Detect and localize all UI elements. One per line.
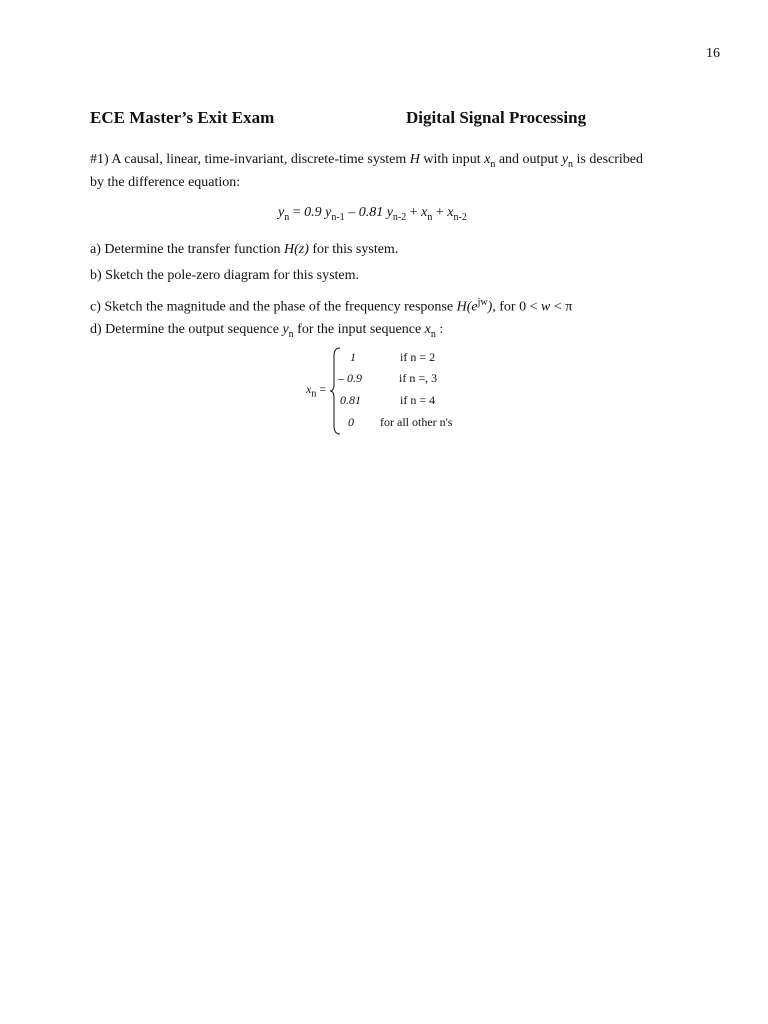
system-symbol: H (409, 152, 420, 167)
left-brace-icon (330, 346, 342, 436)
eq-term: y (325, 205, 332, 220)
case-value: 1 (350, 350, 356, 364)
output-subscript: n (288, 328, 294, 340)
eq-subscript: n-2 (392, 211, 407, 223)
page-number: 16 (706, 46, 720, 61)
eq-term: y (278, 205, 285, 220)
question-text: d) Determine the output sequence (90, 322, 283, 337)
eq-term: x (421, 205, 428, 220)
input-symbol: x (484, 152, 491, 167)
piecewise-lhs (306, 382, 326, 399)
difference-equation (278, 205, 467, 223)
eq-operator: = (289, 205, 305, 220)
omega-symbol: w (541, 299, 551, 315)
eq-operator: + (406, 205, 422, 220)
question-a (90, 241, 398, 259)
case-condition: if n = 4 (400, 393, 436, 407)
intro-text: with input (419, 152, 485, 167)
case-value: 0 (348, 415, 354, 429)
frequency-response-symbol: H(e (456, 299, 478, 315)
case-condition: for all other n's (380, 415, 453, 429)
output-symbol: y (282, 322, 289, 337)
question-text: for this system. (308, 242, 399, 257)
input-subscript: n (430, 328, 436, 340)
question-c (90, 294, 572, 317)
input-subscript: n (490, 158, 496, 170)
case-value: – 0.9 (338, 371, 362, 385)
output-subscript: n (568, 158, 574, 170)
question-text: < π (550, 299, 573, 315)
eq-term: x (447, 205, 454, 220)
transfer-function-symbol: H(z) (283, 242, 309, 257)
question-text: c) Sketch the magnitude and the phase of the frequency response (90, 299, 457, 315)
exam-title: ECE Master’s Exit Exam (90, 108, 275, 127)
subject-title: Digital Signal Processing (406, 108, 587, 127)
input-symbol: x (424, 322, 431, 337)
eq-coefficient: 0.9 (304, 205, 326, 220)
frequency-response-exponent: jw (477, 297, 488, 308)
frequency-response-close: ), (487, 299, 496, 315)
eq-term: y (386, 205, 393, 220)
question-text: for 0 < (495, 299, 541, 315)
input-symbol: x (306, 382, 312, 396)
intro-text: #1) A causal, linear, time-invariant, discrete-time system (90, 152, 410, 167)
case-value: 0.81 (340, 393, 361, 407)
question-d (90, 321, 443, 344)
question-text: for the input sequence (293, 322, 425, 337)
piecewise-input-definition (300, 346, 500, 436)
eq-subscript: n (284, 211, 290, 223)
question-b: b) Sketch the pole-zero diagram for this system. (90, 268, 360, 283)
input-subscript: n (311, 388, 317, 400)
eq-operator: – (344, 205, 359, 220)
output-symbol: y (561, 152, 569, 167)
question-text: : (435, 322, 444, 337)
case-condition: if n = 2 (400, 350, 436, 364)
equals-sign: = (316, 382, 327, 396)
case-condition: if n =, 3 (399, 371, 438, 385)
intro-text: is described by the difference equation: (90, 152, 644, 190)
question-text: a) Determine the transfer function (90, 242, 284, 257)
problem-intro (90, 151, 650, 192)
eq-subscript: n (427, 211, 433, 223)
eq-coefficient: 0.81 (358, 205, 387, 220)
eq-subscript: n-1 (331, 211, 345, 223)
eq-subscript: n-2 (453, 211, 467, 223)
eq-operator: + (432, 205, 448, 220)
intro-text: and output (495, 152, 562, 167)
